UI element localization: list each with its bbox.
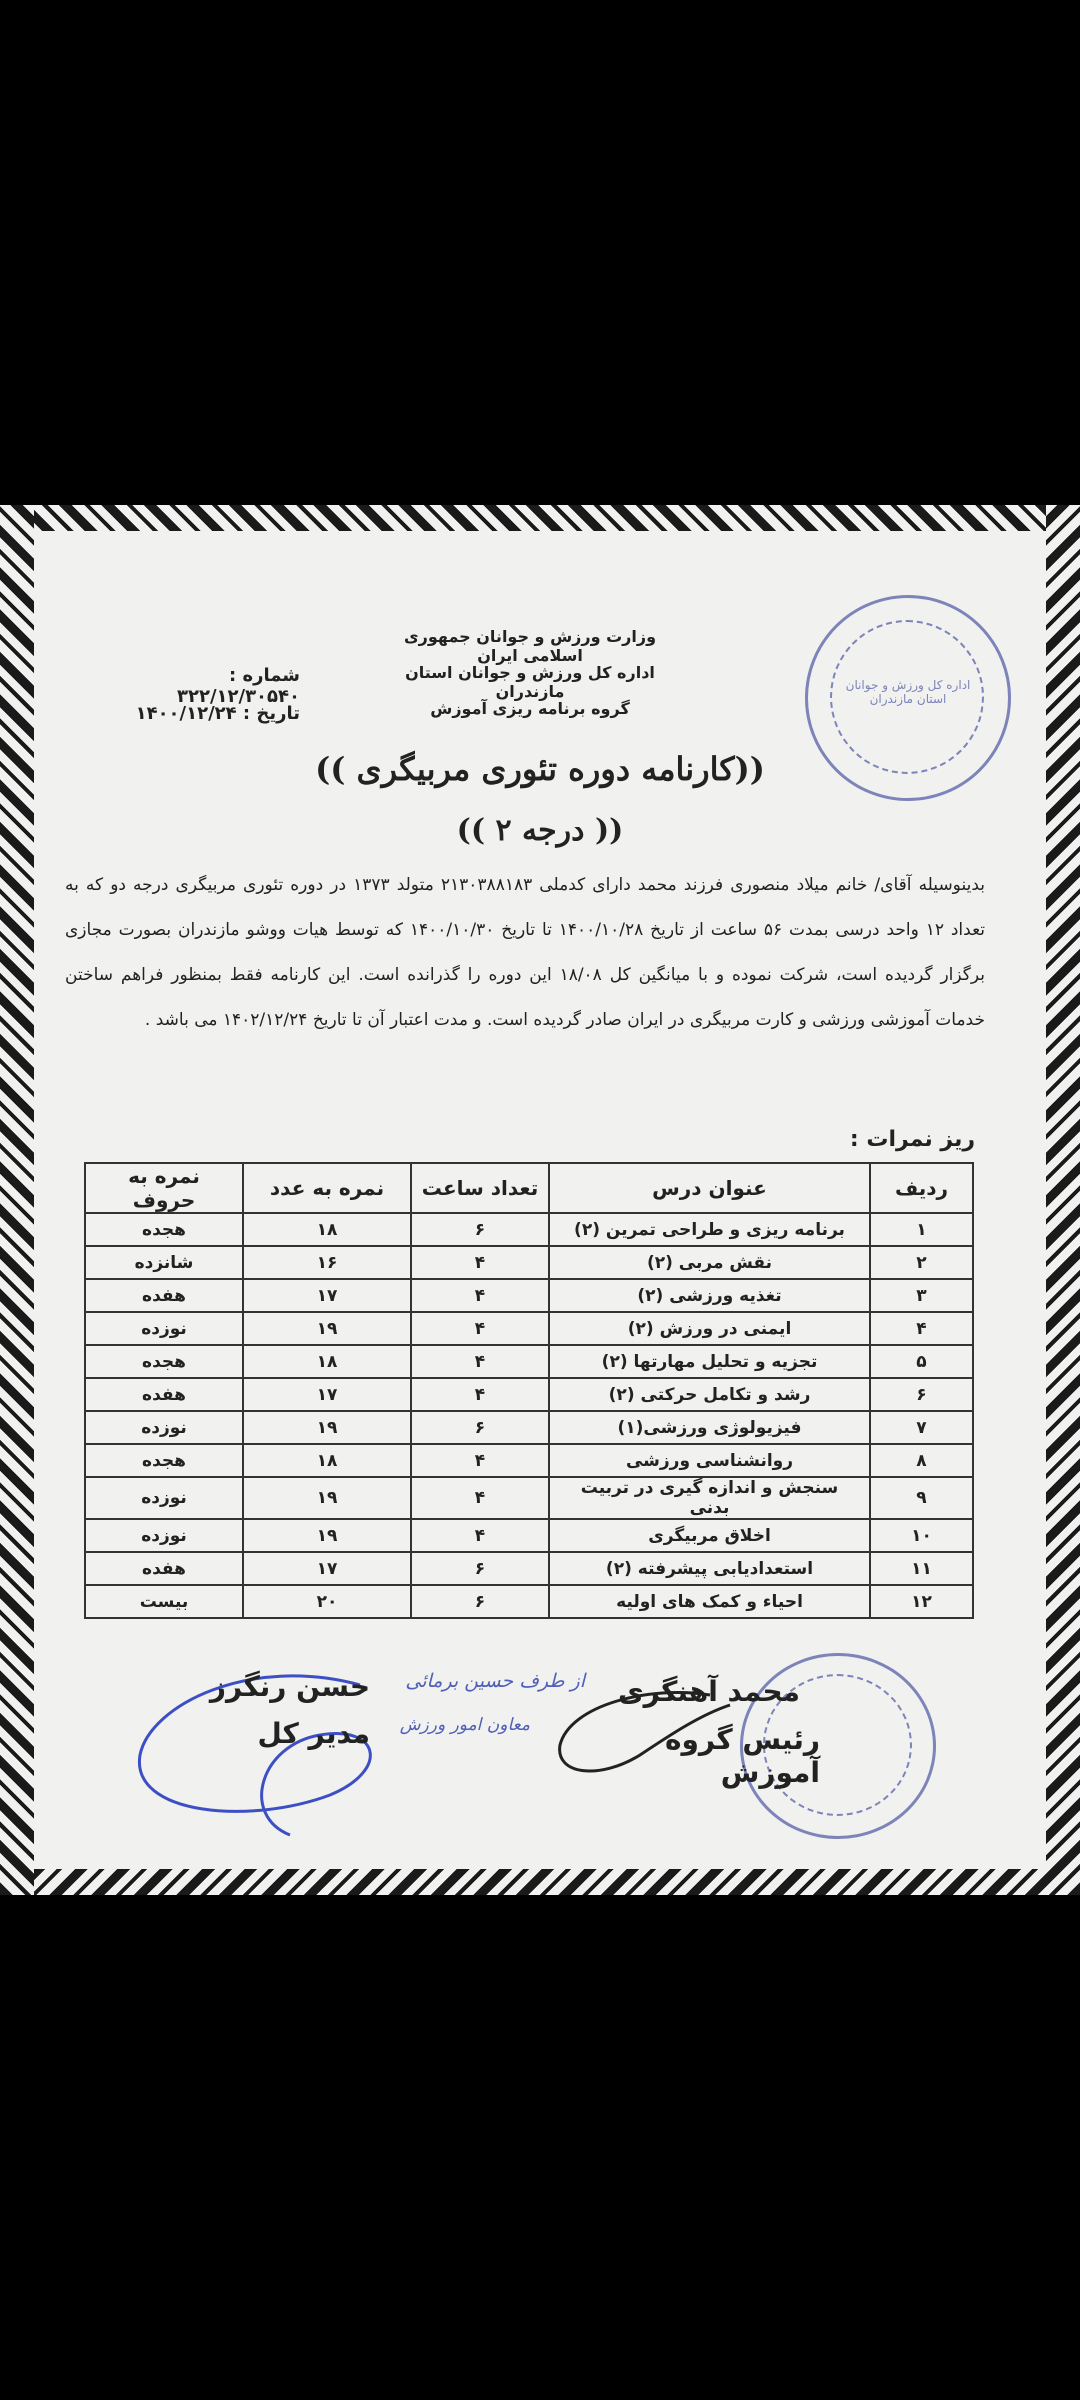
- office-name: اداره کل ورزش و جوانان استان مازندران: [405, 663, 655, 701]
- grade-number: ۱۶: [243, 1246, 411, 1279]
- signer-right-role: رئیس گروه آموزش: [664, 1723, 820, 1789]
- table-row: [85, 1279, 973, 1312]
- decorative-border-right: [1046, 505, 1080, 1895]
- grades-table: [84, 1162, 974, 1619]
- date-row: [100, 703, 300, 724]
- row-number: ۴: [870, 1312, 973, 1345]
- group-name: گروه برنامه ریزی آموزش: [430, 699, 630, 718]
- header-grade-words: نمره به حروف: [85, 1163, 243, 1213]
- row-number: ۱: [870, 1213, 973, 1246]
- number-label: شماره :: [229, 665, 300, 686]
- grade-words: هفده: [85, 1378, 243, 1411]
- signer-right-name: محمد آهنگری: [617, 1675, 800, 1708]
- grade-number: ۱۹: [243, 1477, 411, 1519]
- grade-number: ۱۷: [243, 1279, 411, 1312]
- certificate-body: بدینوسیله آقای/ خانم میلاد منصوری فرزند محمد دارای کدملی ۲۱۳۰۳۸۸۱۸۳ متولد ۱۳۷۳ در دوره تئوری مربیگری درجه دو که به تعداد ۱۲ واحد درسی بمدت ۵۶ ساعت از تاریخ ۱۴۰۰/۱۰/۲۸ تا تاریخ ۱۴۰۰/۱۰/۳۰ که توسط هیات ووشو مازندران بصورت مجازی برگزار گردیده است، شرکت نموده و با میانگین کل ۱۸/۰۸ این دوره را گذرانده است. این کارنامه فقط بمنظور فراهم ساختن خدمات آموزشی ورزشی و کارت مربیگری در ایران صادر گردیده است. و مدت اعتبار آن تا تاریخ ۱۴۰۲/۱۲/۲۴ می باشد .: [65, 875, 986, 1030]
- course-hours: ۴: [411, 1279, 549, 1312]
- row-number: ۸: [870, 1444, 973, 1477]
- grade-words: هجده: [85, 1213, 243, 1246]
- course-title: احیاء و کمک های اولیه: [549, 1585, 870, 1618]
- course-title: رشد و تکامل حرکتی (۲): [549, 1378, 870, 1411]
- table-row: [85, 1519, 973, 1552]
- course-hours: ۴: [411, 1246, 549, 1279]
- course-title: برنامه ریزی و طراحی تمرین (۲): [549, 1213, 870, 1246]
- table-row: [85, 1378, 973, 1411]
- decorative-border-bottom: [0, 1869, 1080, 1895]
- grade-words: نوزده: [85, 1411, 243, 1444]
- signer-left-name: حسن رنگرز: [209, 1670, 370, 1703]
- course-title: روانشناسی ورزشی: [549, 1444, 870, 1477]
- table-row: [85, 1213, 973, 1246]
- course-hours: ۴: [411, 1477, 549, 1519]
- course-hours: ۶: [411, 1552, 549, 1585]
- course-title: فیزیولوژی ورزشی(۱): [549, 1411, 870, 1444]
- course-title: تغذیه ورزشی (۲): [549, 1279, 870, 1312]
- grade-number: ۱۸: [243, 1444, 411, 1477]
- table-row: [85, 1312, 973, 1345]
- table-row: [85, 1345, 973, 1378]
- decorative-border-top: [0, 505, 1080, 531]
- header-row-number: ردیف: [870, 1163, 973, 1213]
- table-row: [85, 1246, 973, 1279]
- course-title: سنجش و اندازه گیری در تربیت بدنی: [549, 1477, 870, 1519]
- course-hours: ۴: [411, 1345, 549, 1378]
- course-hours: ۴: [411, 1444, 549, 1477]
- signer-left-delegate: از طرف حسین برمائی: [405, 1670, 585, 1692]
- header-course-title: عنوان درس: [549, 1163, 870, 1213]
- table-row: [85, 1477, 973, 1519]
- grade-number: ۱۸: [243, 1213, 411, 1246]
- grade-number: ۲۰: [243, 1585, 411, 1618]
- row-number: ۶: [870, 1378, 973, 1411]
- grade-number: ۱۷: [243, 1552, 411, 1585]
- grade-words: شانزده: [85, 1246, 243, 1279]
- grade-words: نوزده: [85, 1312, 243, 1345]
- table-row: [85, 1585, 973, 1618]
- row-number: ۲: [870, 1246, 973, 1279]
- grade-number: ۱۹: [243, 1312, 411, 1345]
- table-row: [85, 1411, 973, 1444]
- grade-number: ۱۹: [243, 1411, 411, 1444]
- row-number: ۱۰: [870, 1519, 973, 1552]
- course-hours: ۴: [411, 1519, 549, 1552]
- ministry-name: وزارت ورزش و جوانان جمهوری اسلامی ایران: [403, 627, 657, 665]
- course-hours: ۶: [411, 1213, 549, 1246]
- grade-words: هجده: [85, 1345, 243, 1378]
- stamp-text: اداره کل ورزش و جوانان استان مازندران: [845, 678, 971, 706]
- signer-left-deputy: معاون امور ورزش: [399, 1715, 530, 1735]
- grade-words: هفده: [85, 1552, 243, 1585]
- row-number: ۱۱: [870, 1552, 973, 1585]
- grade-words: هفده: [85, 1279, 243, 1312]
- table-row: [85, 1444, 973, 1477]
- date-label: تاریخ :: [242, 703, 300, 724]
- row-number: ۱۲: [870, 1585, 973, 1618]
- table-row: [85, 1552, 973, 1585]
- number-value: ۳۲۲/۱۲/۳۰۵۴۰: [176, 686, 300, 707]
- row-number: ۷: [870, 1411, 973, 1444]
- certificate-title: ((کارنامه دوره تئوری مربیگری )): [315, 750, 765, 788]
- course-title: نقش مربی (۲): [549, 1246, 870, 1279]
- course-title: ایمنی در ورزش (۲): [549, 1312, 870, 1345]
- grade-words: نوزده: [85, 1519, 243, 1552]
- grade-number: ۱۷: [243, 1378, 411, 1411]
- grade-number: ۱۹: [243, 1519, 411, 1552]
- header-hours: تعداد ساعت: [411, 1163, 549, 1213]
- certificate-subtitle: (( درجه ۲ )): [456, 813, 624, 848]
- grade-words: هجده: [85, 1444, 243, 1477]
- header-grade-number: نمره به عدد: [243, 1163, 411, 1213]
- date-value: ۱۴۰۰/۱۲/۲۴: [135, 703, 237, 724]
- course-title: استعدادیابی پیشرفته (۲): [549, 1552, 870, 1585]
- signer-left-role: مدیر کل: [257, 1717, 370, 1750]
- course-title: تجزیه و تحلیل مهارتها (۲): [549, 1345, 870, 1378]
- number-row: [100, 665, 300, 707]
- grades-label: ریز نمرات :: [849, 1127, 975, 1152]
- course-hours: ۴: [411, 1312, 549, 1345]
- course-hours: ۶: [411, 1411, 549, 1444]
- row-number: ۵: [870, 1345, 973, 1378]
- row-number: ۳: [870, 1279, 973, 1312]
- row-number: ۹: [870, 1477, 973, 1519]
- course-hours: ۶: [411, 1585, 549, 1618]
- course-title: اخلاق مربیگری: [549, 1519, 870, 1552]
- certificate-paper: [0, 505, 1080, 1895]
- decorative-border-left: [0, 505, 34, 1895]
- grade-words: بیست: [85, 1585, 243, 1618]
- course-hours: ۴: [411, 1378, 549, 1411]
- grade-words: نوزده: [85, 1477, 243, 1519]
- grade-number: ۱۸: [243, 1345, 411, 1378]
- table-header-row: [85, 1163, 973, 1213]
